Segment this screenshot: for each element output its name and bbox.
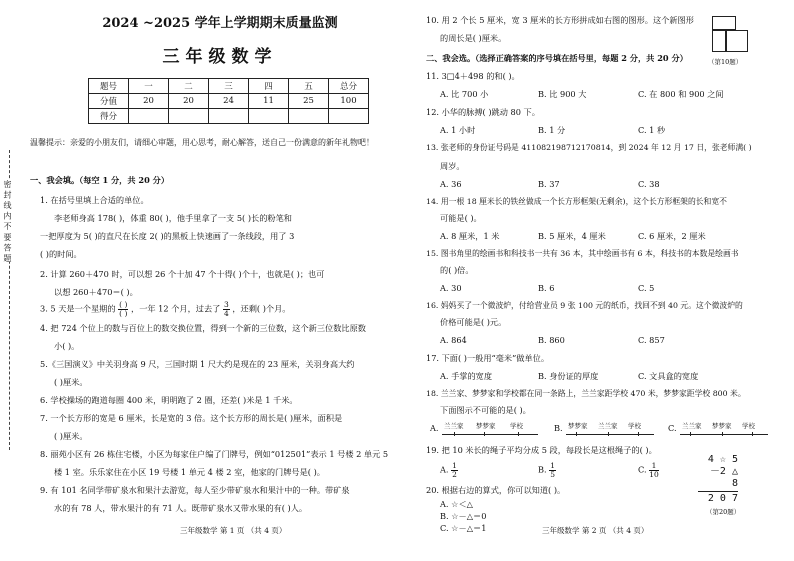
score-row-question (89, 79, 369, 94)
exam-title: 2024 ~2025 学年上学期期末质量监测 (102, 16, 338, 31)
option-c: C. 38 (638, 179, 660, 189)
score-header: 分值 (89, 94, 129, 109)
score-header: 得分 (89, 109, 129, 124)
score-blank[interactable] (329, 109, 369, 124)
question-1: 1. 在括号里填上合适的单位。 (40, 195, 149, 205)
question-12: 12. 小华的脉搏( )跳动 80 下。 (426, 107, 540, 117)
option-b: B. 6 (538, 283, 555, 293)
option-a: A. 36 (440, 179, 462, 189)
section-heading: 一、我会填。（每空 1 分，共 20 分） (30, 175, 170, 185)
score-blank[interactable] (249, 109, 289, 124)
page-2 (412, 0, 794, 561)
option-c: C. 1 秒 (638, 125, 666, 135)
place-label: 梦梦家 (712, 422, 732, 430)
option-b: B. 37 (538, 179, 560, 189)
rectangle-shape (726, 30, 748, 52)
question-15: 15. 图书角里的绘画书和科技书一共有 36 本，其中绘画书有 6 本，科技书的本数是绘画书 (426, 249, 739, 258)
question-11: 11. 3□4＋498 的和( )。 (426, 71, 520, 81)
option-a: A. 手掌的宽度 (440, 371, 493, 381)
fraction: $\frac{1}{5}$ (550, 461, 556, 479)
arith-rule (698, 491, 738, 492)
question-line: 小( )。 (54, 341, 80, 351)
question-line: 的周长是( )厘米。 (440, 33, 507, 43)
question-line: 可能是( )。 (440, 213, 482, 223)
score-points: 100 (329, 94, 369, 109)
q18-option-b-label: B. (554, 423, 563, 433)
seal-line-text: 密 封 线 内 不 要 答 题 (3, 180, 17, 262)
option-a: A. 8 厘米，1 米 (440, 231, 500, 241)
score-col: 一 (129, 79, 169, 94)
place-label: 梦梦家 (476, 422, 496, 430)
score-points: 20 (129, 94, 169, 109)
question-9: 9. 有 101 名同学带矿泉水和果汁去游览，每人至少带矿泉水和果汁中的一种。带矿泉 (40, 485, 350, 495)
question-line: 水的有 78 人，带水果汁的有 71 人。既带矿泉水又带水果的有( )人。 (54, 503, 308, 513)
column-arithmetic (698, 454, 738, 505)
question-line: 的( )倍。 (440, 265, 474, 275)
question-14: 14. 用一根 18 厘米长的铁丝做成一个长方形框架(无剩余)，这个长方形框架的长和宽不 (426, 197, 727, 206)
question-10: 10. 用 2 个长 5 厘米，宽 3 厘米的长方形拼成如右图的图形。这个新图形 (426, 15, 694, 25)
q18-option-a-line (442, 434, 538, 435)
q18-option-c-line (680, 434, 768, 435)
score-header: 题号 (89, 79, 129, 94)
question-5: 5.《三国演义》中关羽身高 9 尺，三国时期 1 尺大约是现在的 23 厘米，关羽身高大约 (40, 359, 355, 369)
option-a: A. 1 小时 (440, 125, 476, 135)
question-line: 以想 260＋470＝( )。 (54, 287, 138, 297)
subject-title: 三年级数学 (162, 47, 278, 67)
question-line: 下面图示不可能的是( )。 (440, 405, 531, 415)
question-13: 13. 张老师的身份证号码是 411082198712170814，到 2024 年 12 月 17 日，张老师满( ) (426, 143, 752, 152)
score-col: 三 (209, 79, 249, 94)
place-label: 梦梦家 (568, 422, 588, 430)
question-text: ，一年 12 个月，过去了 (131, 303, 221, 314)
question-20: 20. 根据右边的算式，你可以知道( )。 (426, 485, 566, 495)
option-a: A. ☆＜△ (440, 499, 473, 509)
option-a: A. $\frac{1}{2}$ (440, 461, 457, 479)
fraction-blank[interactable]: $\frac{( )}{( )}$ (119, 300, 128, 318)
question-19: 19. 把 10 米长的绳子平均分成 5 段，每段长是这根绳子的( )。 (426, 445, 657, 455)
score-col: 二 (169, 79, 209, 94)
option-b: B. 5 厘米，4 厘米 (538, 231, 606, 241)
section-heading: 二、我会选。（选择正确答案的序号填在括号里，每题 2 分，共 20 分） (426, 53, 688, 63)
question-line: ( )厘米。 (54, 377, 88, 387)
q18-option-a-label: A. (430, 423, 439, 433)
option-b: B. 比 900 大 (538, 89, 587, 99)
option-c: C. 5 (638, 283, 655, 293)
score-points: 24 (209, 94, 249, 109)
option-c: C. 6 厘米，2 厘米 (638, 231, 706, 241)
score-points: 25 (289, 94, 329, 109)
option-c: C. 857 (638, 335, 665, 345)
score-blank[interactable] (209, 109, 249, 124)
option-b: B. ☆－△＝0 (440, 511, 487, 521)
option-c: C. 在 800 和 900 之间 (638, 89, 724, 99)
page-footer: 三年级数学 第 1 页 （共 4 页） (180, 526, 287, 535)
option-a: A. 30 (440, 283, 462, 293)
option-b: B. 860 (538, 335, 565, 345)
question-2: 2. 计算 260＋470 时，可以想 26 个十加 47 个十得( )个十，也就是( )；也可 (40, 269, 325, 279)
fraction: $\frac{1}{2}$ (452, 461, 457, 479)
question-17: 17. 下面( )一般用“毫米”做单位。 (426, 353, 550, 363)
question-6: 6. 学校操场的跑道每圈 400 米，明明跑了 2 圈，还差( )米是 1 千米。 (40, 395, 298, 405)
score-blank[interactable] (169, 109, 209, 124)
score-col: 总分 (329, 79, 369, 94)
question-text: ，还剩( )个月。 (232, 303, 291, 314)
option-b: B. 1 分 (538, 125, 566, 135)
place-label: 兰兰家 (444, 422, 464, 430)
option-a: A. 864 (440, 335, 467, 345)
question-line: ( )厘米。 (54, 431, 88, 441)
option-a: A. 比 700 小 (440, 89, 489, 99)
fraction: $\frac{1}{10}$ (649, 461, 659, 479)
option-b: B. $\frac{1}{5}$ (538, 461, 556, 479)
question-line: ( )的时间。 (40, 249, 82, 259)
place-label: 学校 (510, 422, 523, 430)
question-8: 8. 丽苑小区有 26 栋住宅楼，小区为每家住户编了门牌号，例如“012501”表示 1 号楼 2 单元 5 (40, 449, 389, 459)
place-label: 兰兰家 (682, 422, 702, 430)
place-label: 学校 (742, 422, 755, 430)
page-footer: 三年级数学 第 2 页 （共 4 页） (542, 526, 649, 535)
place-label: 学校 (628, 422, 641, 430)
score-table (88, 78, 369, 124)
question-line: 周岁。 (440, 161, 465, 171)
question-line: 楼 1 室。乐乐家住在小区 19 号楼 1 单元 4 楼 2 室，他家的门牌号是( )。 (54, 467, 325, 477)
question-10-figure (712, 16, 748, 52)
question-7: 7. 一个长方形的宽是 6 厘米，长是宽的 3 倍。这个长方形的周长是( )厘米，面积是 (40, 413, 343, 423)
option-c: C. 文具盒的宽度 (638, 371, 699, 381)
fraction: $\frac{3}{4}$ (223, 300, 229, 318)
figure-caption: （第20题） (706, 508, 741, 516)
option-c: C. $\frac{1}{10}$ (638, 461, 659, 479)
arith-row: 2 0 7 (707, 493, 738, 504)
question-text: 3. 5 天是一个星期的 (40, 303, 116, 314)
question-18: 18. 兰兰家、梦梦家和学校都在同一条路上，兰兰家距学校 470 米，梦梦家距学校 800 米。 (426, 389, 746, 398)
warm-tip: 温馨提示：亲爱的小朋友们，请细心审题，用心思考，耐心解答，送自己一份满意的新年礼物吧！ (30, 138, 374, 147)
question-line: 一把厚度为 5( )的直尺在长度 2( )的黑板上快速画了一条线段，用了 3 (40, 231, 295, 241)
q18-option-c-label: C. (668, 423, 677, 433)
place-label: 兰兰家 (598, 422, 618, 430)
rectangle-shape (712, 30, 726, 52)
question-line: 李老师身高 178( )，体重 80( )，他手里拿了一支 5( )长的粉笔和 (54, 213, 292, 223)
score-col: 四 (249, 79, 289, 94)
question-line: 价格可能是( )元。 (440, 317, 507, 327)
question-3 (40, 301, 290, 318)
figure-caption: （第10题） (708, 58, 743, 66)
score-blank[interactable] (129, 109, 169, 124)
option-c: C. ☆－△＝1 (440, 523, 487, 533)
option-b: B. 身份证的厚度 (538, 371, 599, 381)
question-16: 16. 妈妈买了一个微波炉，付给营业员 9 张 100 元的纸币，找回不到 40 元。这个微波炉的 (426, 301, 743, 310)
arith-row: －2 △ 8 (709, 466, 738, 489)
score-row-points (89, 94, 369, 109)
seal-line-strip (3, 150, 17, 450)
score-points: 20 (169, 94, 209, 109)
q18-option-b-line (566, 434, 654, 435)
rectangle-shape (712, 16, 736, 30)
question-4: 4. 把 724 个位上的数与百位上的数交换位置，得到一个新的三位数，这个新三位数比原数 (40, 323, 366, 333)
score-points: 11 (249, 94, 289, 109)
score-blank[interactable] (289, 109, 329, 124)
score-row-earned (89, 109, 369, 124)
score-col: 五 (289, 79, 329, 94)
arith-row: 4 ☆ 5 (707, 454, 738, 465)
